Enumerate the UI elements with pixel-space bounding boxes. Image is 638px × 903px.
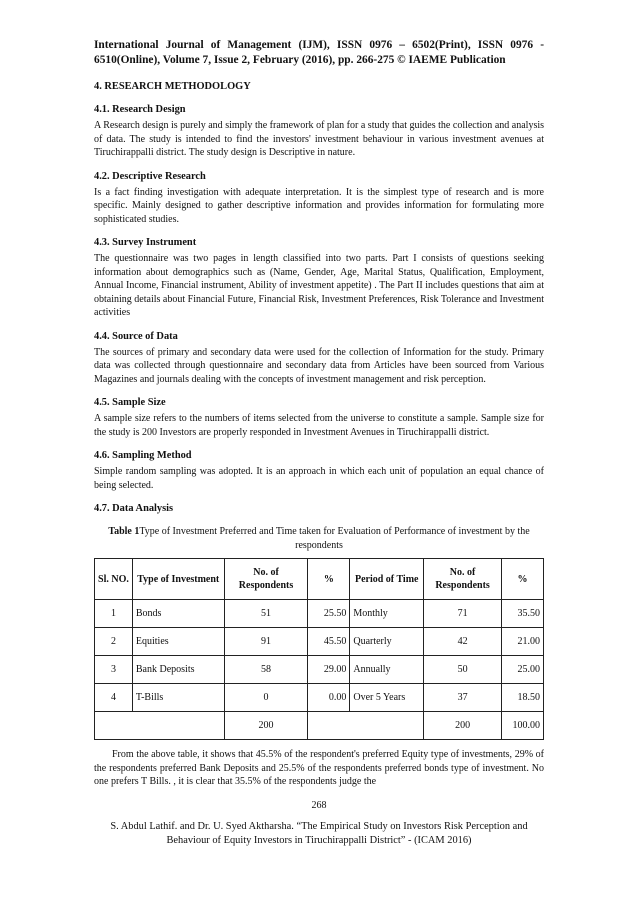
cell-sl: 3 <box>95 656 133 684</box>
cell-sl: 1 <box>95 600 133 628</box>
heading-source-of-data: 4.4. Source of Data <box>94 330 178 342</box>
cell-period: Quarterly <box>350 628 424 656</box>
heading-research-design: 4.1. Research Design <box>94 104 186 115</box>
table-row <box>95 628 544 656</box>
header-no-of-respondents: No. of Respondents <box>224 559 308 600</box>
footer-citation: S. Abdul Lathif. and Dr. U. Syed Aktharsha. “The Empirical Study on Investors Risk Perception and Behaviour of Equity Investors in Tiruchirappalli District” - (ICAM 2016) <box>110 821 528 846</box>
heading-sampling-method: 4.6. Sampling Method <box>94 450 192 461</box>
cell-type: Equities <box>132 628 224 656</box>
para-descriptive-research: Is a fact finding investigation with adequate interpretation. It is the simplest type of research and is more specific. Mainly designed to gather descriptive information and provides information for formulating more sophisticated studies. <box>94 186 544 225</box>
para-sample-size: A sample size refers to the numbers of items selected from the universe to constitute a sample. Sample size for the study is 200 Investors are properly responded in Investment Avenues in Tiruchirappalli district. <box>94 413 544 438</box>
heading-survey-instrument: 4.3. Survey Instrument <box>94 237 197 248</box>
header-sl-no: Sl. NO. <box>95 559 133 600</box>
cell-respondents: 0 <box>224 684 308 712</box>
cell-type: Bonds <box>132 600 224 628</box>
cell-percent-2: 35.50 <box>502 600 544 628</box>
cell-respondents-2: 71 <box>424 600 502 628</box>
cell-percent: 29.00 <box>308 656 350 684</box>
cell-respondents-2: 42 <box>424 628 502 656</box>
cell-percent-2: 18.50 <box>502 684 544 712</box>
main-content <box>94 80 544 789</box>
cell-percent: 0.00 <box>308 684 350 712</box>
heading-data-analysis: 4.7. Data Analysis <box>94 503 174 514</box>
header-percent: % <box>308 559 350 600</box>
para-research-design: A Research design is purely and simply the framework of plan for a study that guides the collection and analysis of data. The study is intended to find the investors' investment behaviour in various investment avenues at Tiruchirappalli district. The study design is Descriptive in nature. <box>94 120 544 158</box>
total-respondents-2: 200 <box>424 712 502 740</box>
table-total-row <box>95 712 544 740</box>
cell-period: Monthly <box>350 600 424 628</box>
para-table-interpretation: From the above table, it shows that 45.5% of the respondent's preferred Equity type of investments, 29% of the respondents preferred Bank Deposits and 25.5% of the respondents preferred bonds type of investment. No one prefers T Bills. , it is clear that 35.5% of the respondents judge the <box>94 749 544 787</box>
total-percent: 100.00 <box>502 712 544 740</box>
cell-respondents-2: 50 <box>424 656 502 684</box>
total-empty-cell-2 <box>308 712 424 740</box>
table-row <box>95 684 544 712</box>
header-percent-2: % <box>502 559 544 600</box>
cell-respondents: 51 <box>224 600 308 628</box>
para-source-of-data: The sources of primary and secondary data were used for the collection of Information for the study. Primary data was collected through questionnaire and secondary data from Articles have been sourced from Various Magazines and journals dealing with the concepts of investment management and risk perception. <box>94 346 544 385</box>
total-respondents: 200 <box>224 712 308 740</box>
cell-respondents-2: 37 <box>424 684 502 712</box>
cell-type: T-Bills <box>132 684 224 712</box>
header-no-of-respondents-2: No. of Respondents <box>424 559 502 600</box>
cell-period: Over 5 Years <box>350 684 424 712</box>
cell-sl: 4 <box>95 684 133 712</box>
cell-respondents: 91 <box>224 628 308 656</box>
cell-respondents: 58 <box>224 656 308 684</box>
heading-sample-size: 4.5. Sample Size <box>94 397 166 408</box>
table-caption <box>104 525 534 552</box>
page-number: 268 <box>311 800 327 811</box>
cell-percent-2: 21.00 <box>502 628 544 656</box>
cell-period: Annually <box>350 656 424 684</box>
table-row <box>95 656 544 684</box>
header-period-of-time: Period of Time <box>350 559 424 600</box>
cell-percent: 45.50 <box>308 628 350 656</box>
cell-type: Bank Deposits <box>132 656 224 684</box>
total-empty-cell <box>95 712 225 740</box>
header-type-of-investment: Type of Investment <box>132 559 224 600</box>
cell-sl: 2 <box>95 628 133 656</box>
table-caption-text: Type of Investment Preferred and Time taken for Evaluation of Performance of investment by the respondents <box>139 526 530 551</box>
para-survey-instrument: The questionnaire was two pages in length classified into two parts. Part I consists of questions seeking information about demographics such as (Name, Gender, Age, Marital Status, Qualification, Employment, Annual Income, Financial instrument, Ability of investment appetite) . The Part II includes questions that aim at obtaining details about Financial Future, Financial Risk, Investment Preferences, Risk Tolerance and Investment activities <box>94 253 544 318</box>
cell-percent: 25.50 <box>308 600 350 628</box>
journal-header: International Journal of Management (IJM), ISSN 0976 – 6502(Print), ISSN 0976 - 6510(Online), Volume 7, Issue 2, February (2016), pp. 266-275 © IAEME Publication <box>94 39 544 66</box>
section-title: 4. RESEARCH METHODOLOGY <box>94 81 251 92</box>
table-row <box>95 600 544 628</box>
para-sampling-method: Simple random sampling was adopted. It is an approach in which each unit of population an equal chance of being selected. <box>94 466 544 491</box>
table-header-row <box>95 559 544 600</box>
heading-descriptive-research: 4.2. Descriptive Research <box>94 170 206 182</box>
table-caption-label: Table 1 <box>108 526 140 537</box>
cell-percent-2: 25.00 <box>502 656 544 684</box>
investment-table <box>94 558 544 740</box>
